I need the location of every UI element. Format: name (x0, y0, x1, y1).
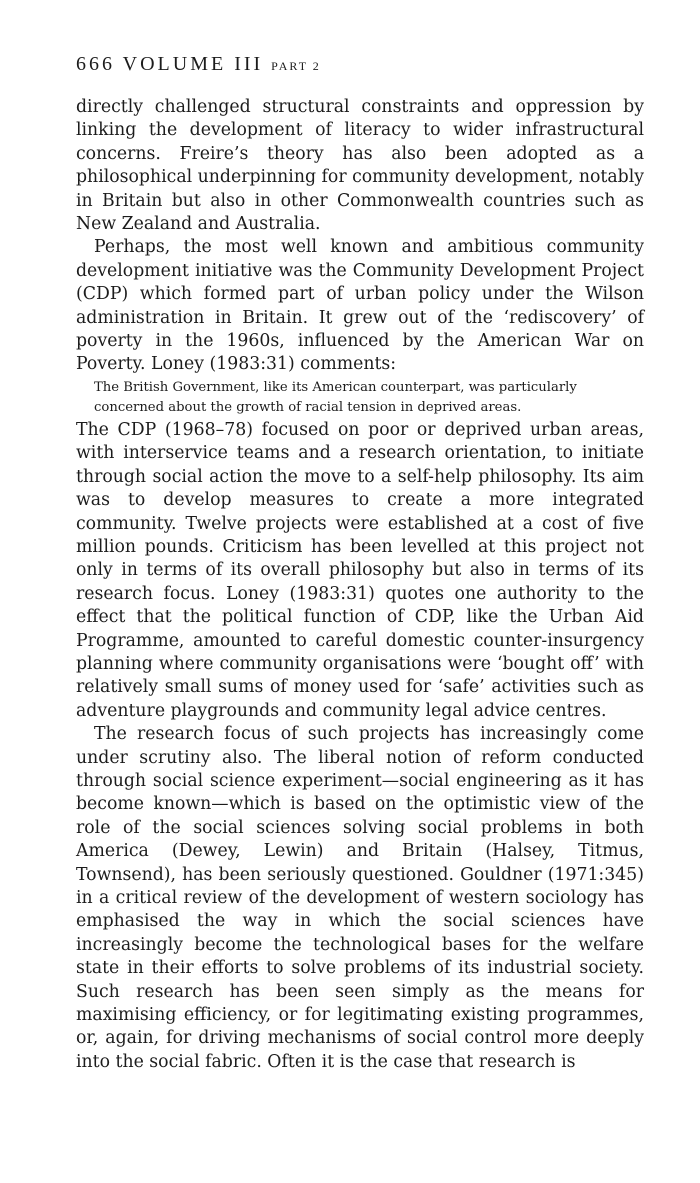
paragraph-continued: directly challenged structural constraints and oppression by linking the development of literacy to wider infrastructural concerns. Freire’s theory has also been adopted as a philosophical underpinning for community development, notably in Britain but also in other Commonwealth countries such as New Zealand and Australia. (76, 97, 644, 235)
paragraph-cdp-intro: Perhaps, the most well known and ambitious community development initiative was the Community Development Project (CDP) which formed part of urban policy under the Wilson administration in Britain. It grew out of the ‘rediscovery’ of poverty in the 1960s, influenced by the American War on Poverty. Loney (1983:31) comments: (76, 237, 644, 375)
block-quote: The British Government, like its American counterpart, was particularly concerned about the growth of racial tension in deprived areas. (94, 379, 577, 415)
paragraph-research-focus: The research focus of such projects has increasingly come under scrutiny also. The liberal notion of reform conducted through social science experiment—social engineering as it has become known—which is based on the optimistic view of the role of the social sciences solving social problems in both America (Dewey, Lewin) and Britain (Halsey, Titmus, Townsend), has been seriously questioned. Gouldner (1971:345) in a critical review of the development of western sociology has emphasised the way in which the social sciences have increasingly become the technological bases for the welfare state in their efforts to solve problems of its industrial society. Such research has been seen simply as the means for maximising efficiency, or for legitimating existing programmes, or, again, for driving mechanisms of social control more deeply into the social fabric. Often it is the case that research is (76, 724, 644, 1072)
paragraph-cdp-details: The CDP (1968–78) focused on poor or deprived urban areas, with interservice teams and a research orientation, to initiate through social action the move to a self-help philosophy. Its aim was to develop measures to create a more integrated community. Twelve projects were established at a cost of five million pounds. Criticism has been levelled at this project not only in terms of its overall philosophy but also in terms of its research focus. Loney (1983:31) quotes one authority to the effect that the political function of CDP, like the Urban Aid Programme, amounted to careful domestic counter-insurgency planning where community organisations were ‘bought off’ with relatively small sums of money used for ‘safe’ activities such as adventure playgrounds and community legal advice centres. (76, 419, 644, 721)
book-page (76, 52, 644, 1074)
running-head (76, 52, 644, 78)
part-label: PART 2 (271, 59, 321, 73)
page-number: 666 (76, 53, 115, 75)
volume-label: VOLUME (122, 53, 227, 75)
volume-number: III (234, 53, 264, 75)
